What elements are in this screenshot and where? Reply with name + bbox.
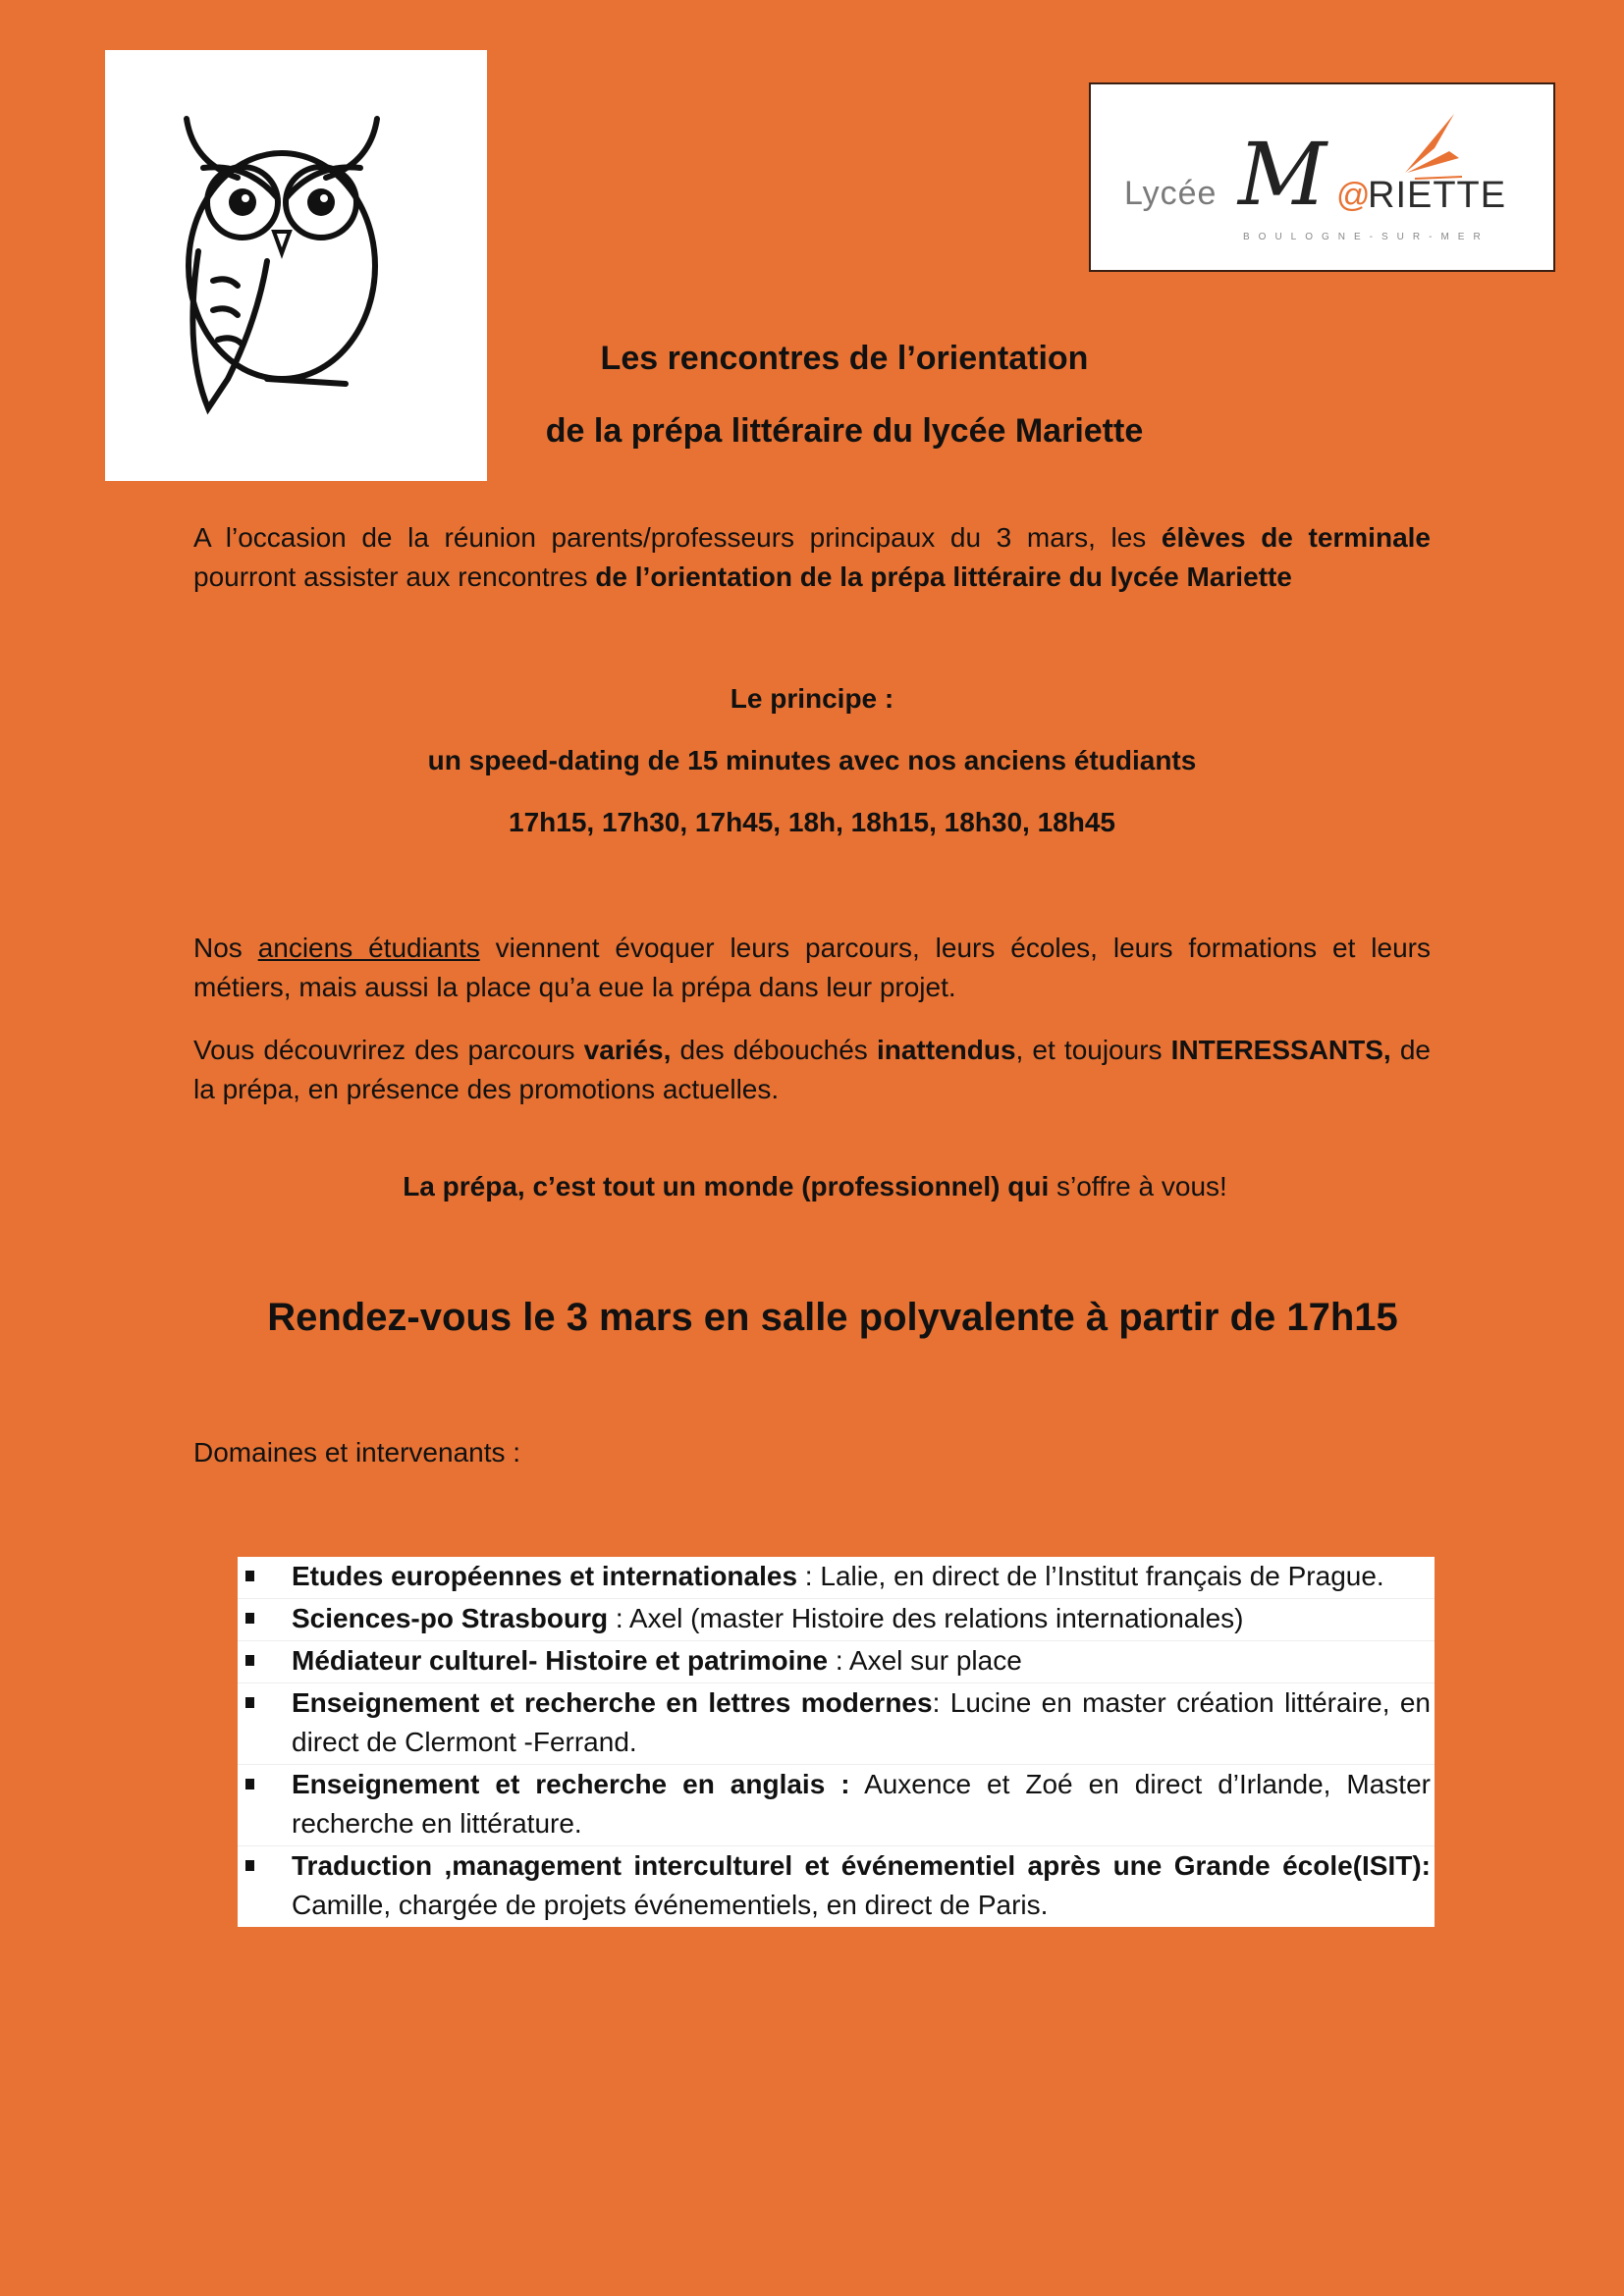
discover-text: de la prépa, en présence des promotions actuelles. bbox=[193, 1035, 1431, 1104]
tagline-rest: s’offre à vous! bbox=[1049, 1171, 1227, 1201]
list-item bbox=[238, 1599, 1435, 1641]
list-item bbox=[238, 1557, 1435, 1599]
discover-paragraph bbox=[193, 1031, 1431, 1109]
logo-rays-icon bbox=[1346, 104, 1464, 183]
intro-bold-event: de l’orientation de la prépa littéraire du lycée Mariette bbox=[595, 561, 1292, 592]
domain-title: Enseignement et recherche en lettres modernes bbox=[292, 1687, 933, 1718]
owl-icon bbox=[159, 94, 405, 448]
domain-sep: : bbox=[797, 1561, 821, 1591]
logo-m-text: M bbox=[1238, 124, 1327, 225]
principle-description: un speed-dating de 15 minutes avec nos anciens étudiants bbox=[427, 745, 1197, 775]
domains-list bbox=[238, 1557, 1435, 1927]
list-item bbox=[238, 1846, 1435, 1927]
discover-bold: INTERESSANTS, bbox=[1170, 1035, 1391, 1065]
domain-title: Sciences-po Strasbourg bbox=[292, 1603, 609, 1633]
logo-lycee-text: Lycée bbox=[1124, 175, 1218, 212]
tagline-bold: La prépa, c’est tout un monde (professionnel) qui bbox=[403, 1171, 1050, 1201]
tagline bbox=[324, 1171, 1306, 1202]
alumni-underlined: anciens étudiants bbox=[257, 933, 480, 963]
bullet-icon bbox=[245, 1779, 254, 1789]
domain-title: Enseignement et recherche en anglais : bbox=[292, 1769, 850, 1799]
alumni-text: viennent évoquer leurs parcours, leurs écoles, leurs formations et leurs métiers, mais aussi la place qu’a eue la prépa dans leur projet. bbox=[193, 933, 1431, 1002]
discover-bold: variés, bbox=[583, 1035, 672, 1065]
list-item bbox=[238, 1765, 1435, 1846]
domain-detail: Axel sur place bbox=[848, 1645, 1022, 1676]
logo-at-text: @ bbox=[1336, 177, 1371, 214]
title-line-2: de la prépa littéraire du lycée Mariette bbox=[545, 412, 1144, 450]
bullet-icon bbox=[245, 1860, 254, 1871]
bullet-icon bbox=[245, 1613, 254, 1624]
domain-title: Traduction ,management interculturel et événementiel après une Grande école(ISIT): bbox=[292, 1850, 1431, 1881]
domain-detail: Lalie, en direct de l’Institut français de Prague. bbox=[820, 1561, 1384, 1591]
rendezvous-heading: Rendez-vous le 3 mars en salle polyvalente à partir de 17h15 bbox=[267, 1296, 1398, 1339]
bullet-icon bbox=[245, 1571, 254, 1581]
domain-detail: Lucine en master création littéraire, en direct de Clermont -Ferrand. bbox=[292, 1687, 1432, 1757]
logo-riette-text: RIETTE bbox=[1368, 175, 1507, 216]
discover-text: , et toujours bbox=[1015, 1035, 1171, 1065]
school-logo bbox=[1089, 82, 1555, 272]
domain-detail: Camille, chargée de projets événementiels, en direct de Paris. bbox=[292, 1890, 1049, 1920]
domain-sep: : bbox=[932, 1687, 950, 1718]
domain-sep: : bbox=[608, 1603, 629, 1633]
alumni-text: Nos bbox=[193, 933, 258, 963]
discover-text: des débouchés bbox=[671, 1035, 877, 1065]
bullet-icon bbox=[245, 1655, 254, 1666]
intro-bold-audience: élèves de terminale bbox=[1161, 522, 1431, 553]
discover-text: Vous découvrirez des parcours bbox=[193, 1035, 584, 1065]
alumni-paragraph bbox=[193, 929, 1431, 1007]
domains-label: Domaines et intervenants : bbox=[193, 1437, 521, 1468]
bullet-icon bbox=[245, 1697, 254, 1708]
domain-sep bbox=[850, 1769, 864, 1799]
domain-title: Etudes européennes et internationales bbox=[292, 1561, 798, 1591]
list-item bbox=[238, 1683, 1435, 1765]
domain-title: Médiateur culturel- Histoire et patrimoine bbox=[292, 1645, 829, 1676]
discover-bold: inattendus bbox=[876, 1035, 1016, 1065]
domain-sep: : bbox=[828, 1645, 849, 1676]
intro-paragraph bbox=[193, 518, 1431, 597]
title-line-1: Les rencontres de l’orientation bbox=[600, 340, 1089, 377]
principle-heading: Le principe : bbox=[730, 683, 894, 714]
list-item bbox=[238, 1641, 1435, 1683]
intro-text: pourront assister aux rencontres bbox=[193, 561, 596, 592]
domain-detail: Axel (master Histoire des relations internationales) bbox=[628, 1603, 1244, 1633]
logo-city-text: BOULOGNE-SUR-MER bbox=[1243, 232, 1489, 242]
intro-text: A l’occasion de la réunion parents/professeurs principaux du 3 mars, les bbox=[193, 522, 1162, 553]
principle-times: 17h15, 17h30, 17h45, 18h, 18h15, 18h30, 18h45 bbox=[509, 807, 1115, 837]
domain-detail: Auxence et Zoé en direct d’Irlande, Master recherche en littérature. bbox=[292, 1769, 1431, 1839]
